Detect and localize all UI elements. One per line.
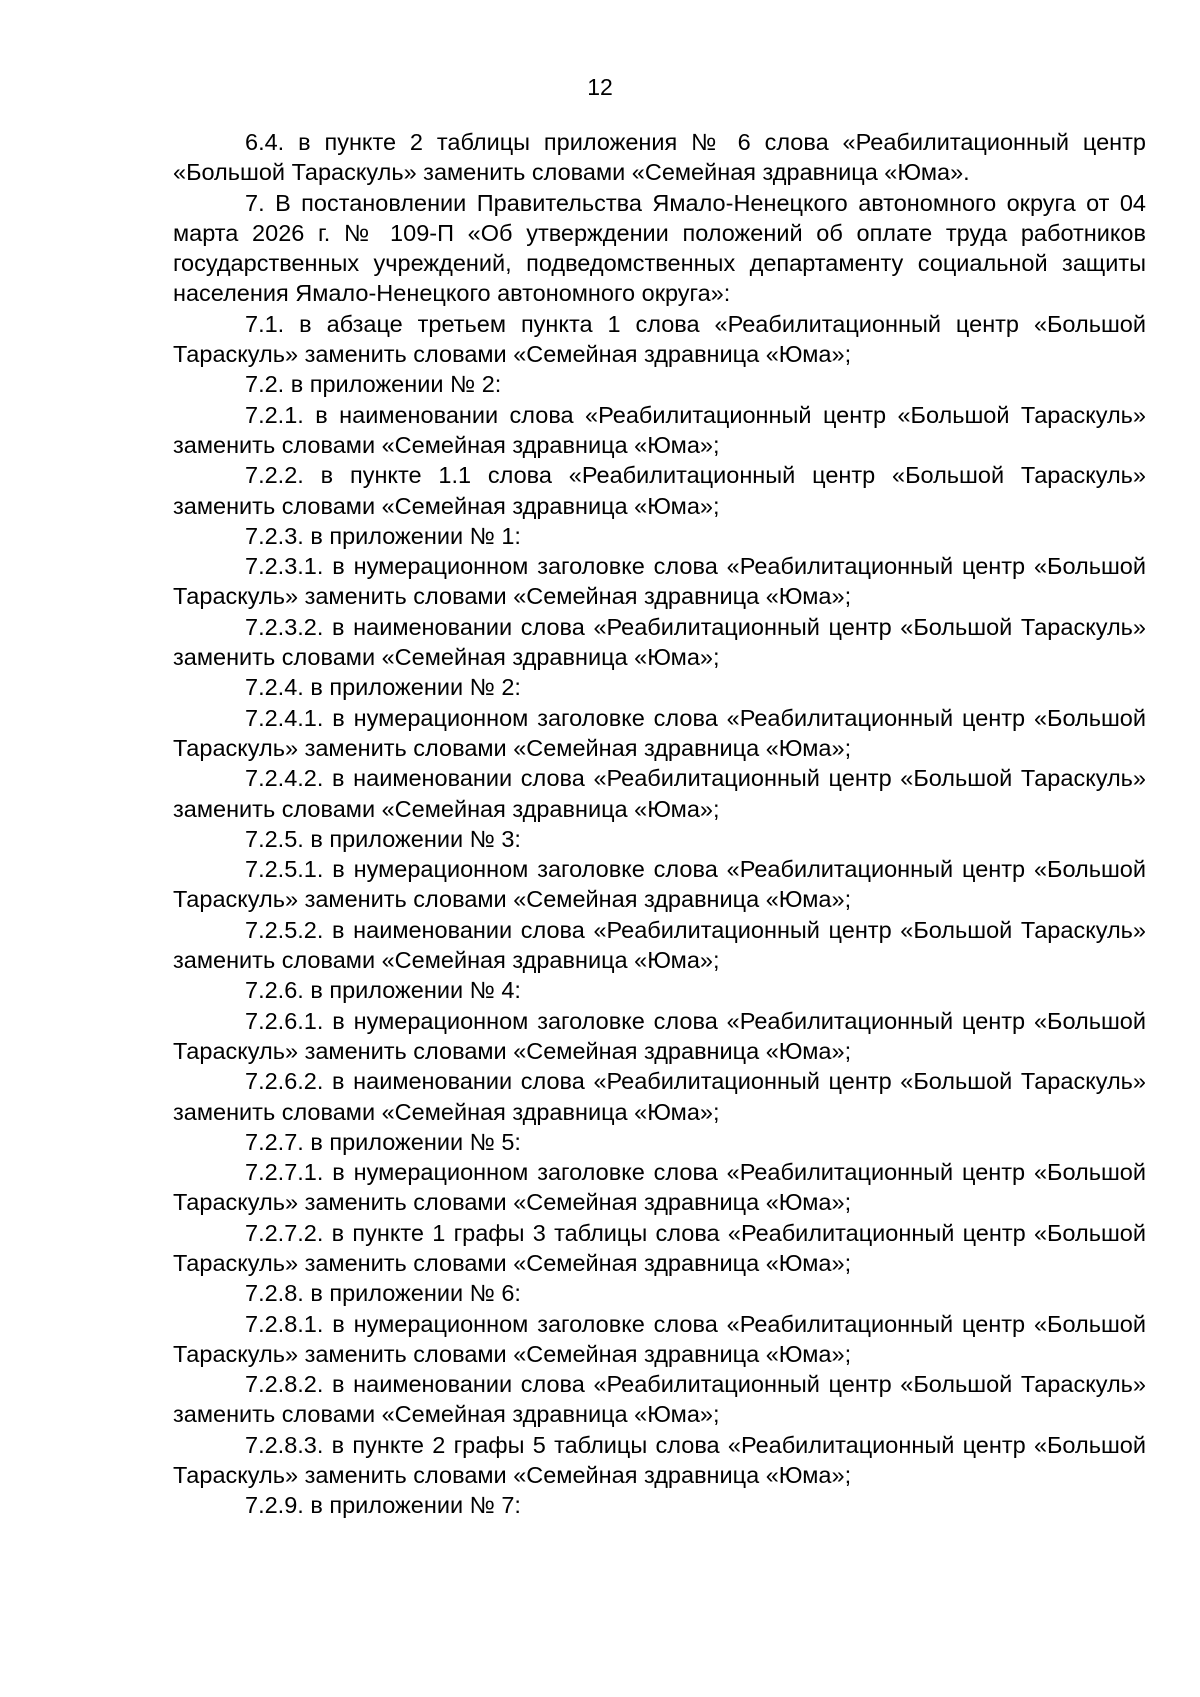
paragraph-7-2-6-1 (173, 1006, 1146, 1067)
item-text: в нумерационном заголовке слова «Реабилитационный центр «Большой Тараскуль» заменить словами «Семейная здравница «Юма»; (173, 1310, 1147, 1367)
paragraph-7-2-8 (173, 1278, 1146, 1308)
item-text: в приложении № 5: (310, 1128, 521, 1155)
paragraph-7 (173, 188, 1146, 309)
paragraph-7-2-4-2 (173, 763, 1146, 824)
item-number: 7.2.3.1. (245, 553, 324, 580)
item-text: В постановлении Правительства Ямало-Ненецкого автономного округа от 04 марта 2026 г. № 109-П «Об утверждении положений об оплате труда работников государственных учреждений, подведомственных департаменту социальной защиты населения Ямало-Ненецкого автономного округа»: (173, 189, 1146, 307)
item-number: 7.2.6. (245, 977, 304, 1004)
paragraph-6-4 (173, 127, 1146, 188)
item-number: 7.2.1. (245, 401, 304, 428)
item-text: в наименовании слова «Реабилитационный центр «Большой Тараскуль» заменить словами «Семейная здравница «Юма»; (173, 916, 1146, 974)
item-text: в приложении № 7: (310, 1492, 521, 1519)
paragraph-7-2-7 (173, 1127, 1146, 1157)
paragraph-7-2-5-2 (173, 915, 1146, 976)
paragraph-7-2-7-1 (173, 1157, 1146, 1218)
paragraph-7-2-4 (173, 672, 1146, 702)
paragraph-7-2-3 (173, 521, 1146, 551)
paragraph-7-2-9 (173, 1490, 1146, 1520)
item-number: 7.2.7. (245, 1128, 304, 1155)
item-text: в пункте 2 графы 5 таблицы слова «Реабилитационный центр «Большой Тараскуль» заменить словами «Семейная здравница «Юма»; (173, 1431, 1146, 1489)
paragraph-7-2-4-1 (173, 703, 1146, 764)
item-text: в наименовании слова «Реабилитационный центр «Большой Тараскуль» заменить словами «Семейная здравница «Юма»; (173, 401, 1146, 458)
item-number: 7.2.8. (245, 1280, 304, 1307)
item-text: в пункте 1 графы 3 таблицы слова «Реабилитационный центр «Большой Тараскуль» заменить словами «Семейная здравница «Юма»; (173, 1219, 1146, 1276)
item-text: в наименовании слова «Реабилитационный центр «Большой Тараскуль» заменить словами «Семейная здравница «Юма»; (173, 613, 1146, 671)
item-number: 7.2.5. (245, 825, 304, 852)
item-text: в нумерационном заголовке слова «Реабилитационный центр «Большой Тараскуль» заменить словами «Семейная здравница «Юма»; (173, 704, 1147, 761)
item-number: 7.2.8.3. (245, 1431, 324, 1458)
item-text: в приложении № 4: (310, 977, 521, 1004)
paragraph-7-2-8-1 (173, 1309, 1146, 1370)
paragraph-7-2-7-2 (173, 1218, 1146, 1279)
paragraph-7-2-2 (173, 460, 1146, 521)
item-text: в нумерационном заголовке слова «Реабилитационный центр «Большой Тараскуль» заменить словами «Семейная здравница «Юма»; (173, 856, 1147, 913)
item-number: 7.2.7.1. (245, 1159, 324, 1186)
item-text: в наименовании слова «Реабилитационный центр «Большой Тараскуль» заменить словами «Семейная здравница «Юма»; (173, 765, 1146, 822)
paragraph-7-2-6-2 (173, 1066, 1146, 1127)
item-number: 7.2.6.1. (245, 1007, 324, 1034)
item-text: в приложении № 2: (290, 371, 502, 398)
paragraph-7-2-3-1 (173, 551, 1146, 612)
document-body (173, 127, 1146, 1521)
item-number: 7.2.4. (245, 674, 304, 701)
item-number: 7. (245, 189, 265, 216)
page-number: 12 (587, 74, 613, 100)
item-text: в приложении № 2: (310, 674, 521, 701)
item-number: 6.4. (245, 129, 285, 155)
paragraph-7-2-1 (173, 400, 1146, 461)
item-number: 7.2.8.1. (245, 1310, 324, 1337)
paragraph-7-2-6 (173, 975, 1146, 1005)
paragraph-7-2-5-1 (173, 854, 1146, 915)
item-text: в нумерационном заголовке слова «Реабилитационный центр «Большой Тараскуль» заменить словами «Семейная здравница «Юма»; (173, 1007, 1147, 1064)
item-number: 7.2.9. (245, 1492, 304, 1519)
paragraph-7-2-8-3 (173, 1430, 1146, 1491)
item-text: в пункте 1.1 слова «Реабилитационный центр «Большой Тараскуль» заменить словами «Семейная здравница «Юма»; (173, 462, 1146, 519)
item-number: 7.2.8.2. (245, 1371, 324, 1398)
item-number: 7.2.7.2. (245, 1219, 324, 1246)
item-number: 7.2. (245, 371, 285, 398)
paragraph-7-2-3-2 (173, 612, 1146, 673)
item-number: 7.2.4.2. (245, 765, 324, 792)
paragraph-7-2-5 (173, 824, 1146, 854)
item-number: 7.1. (245, 310, 285, 337)
paragraph-7-1 (173, 309, 1146, 370)
paragraph-7-2-8-2 (173, 1369, 1146, 1430)
paragraph-7-2 (173, 369, 1146, 399)
item-text: в приложении № 3: (310, 825, 521, 852)
item-number: 7.2.4.1. (245, 704, 324, 731)
item-number: 7.2.5.2. (245, 916, 324, 943)
item-text: в абзаце третьем пункта 1 слова «Реабилитационный центр «Большой Тараскуль» заменить словами «Семейная здравница «Юма»; (173, 310, 1146, 368)
item-number: 7.2.3. (245, 522, 304, 549)
item-text: в приложении № 1: (310, 522, 521, 549)
item-text: в пункте 2 таблицы приложения № 6 слова «Реабилитационный центр «Большой Тараскуль» заменить словами «Семейная здравница «Юма». (173, 129, 1146, 186)
item-number: 7.2.5.1. (245, 856, 324, 883)
item-text: в нумерационном заголовке слова «Реабилитационный центр «Большой Тараскуль» заменить словами «Семейная здравница «Юма»; (173, 553, 1147, 610)
item-text: в наименовании слова «Реабилитационный центр «Большой Тараскуль» заменить словами «Семейная здравница «Юма»; (173, 1068, 1146, 1125)
item-number: 7.2.2. (245, 462, 304, 489)
item-text: в наименовании слова «Реабилитационный центр «Большой Тараскуль» заменить словами «Семейная здравница «Юма»; (173, 1371, 1146, 1428)
item-text: в приложении № 6: (310, 1280, 521, 1307)
item-number: 7.2.6.2. (245, 1068, 324, 1095)
item-text: в нумерационном заголовке слова «Реабилитационный центр «Большой Тараскуль» заменить словами «Семейная здравница «Юма»; (173, 1159, 1147, 1216)
item-number: 7.2.3.2. (245, 613, 324, 640)
